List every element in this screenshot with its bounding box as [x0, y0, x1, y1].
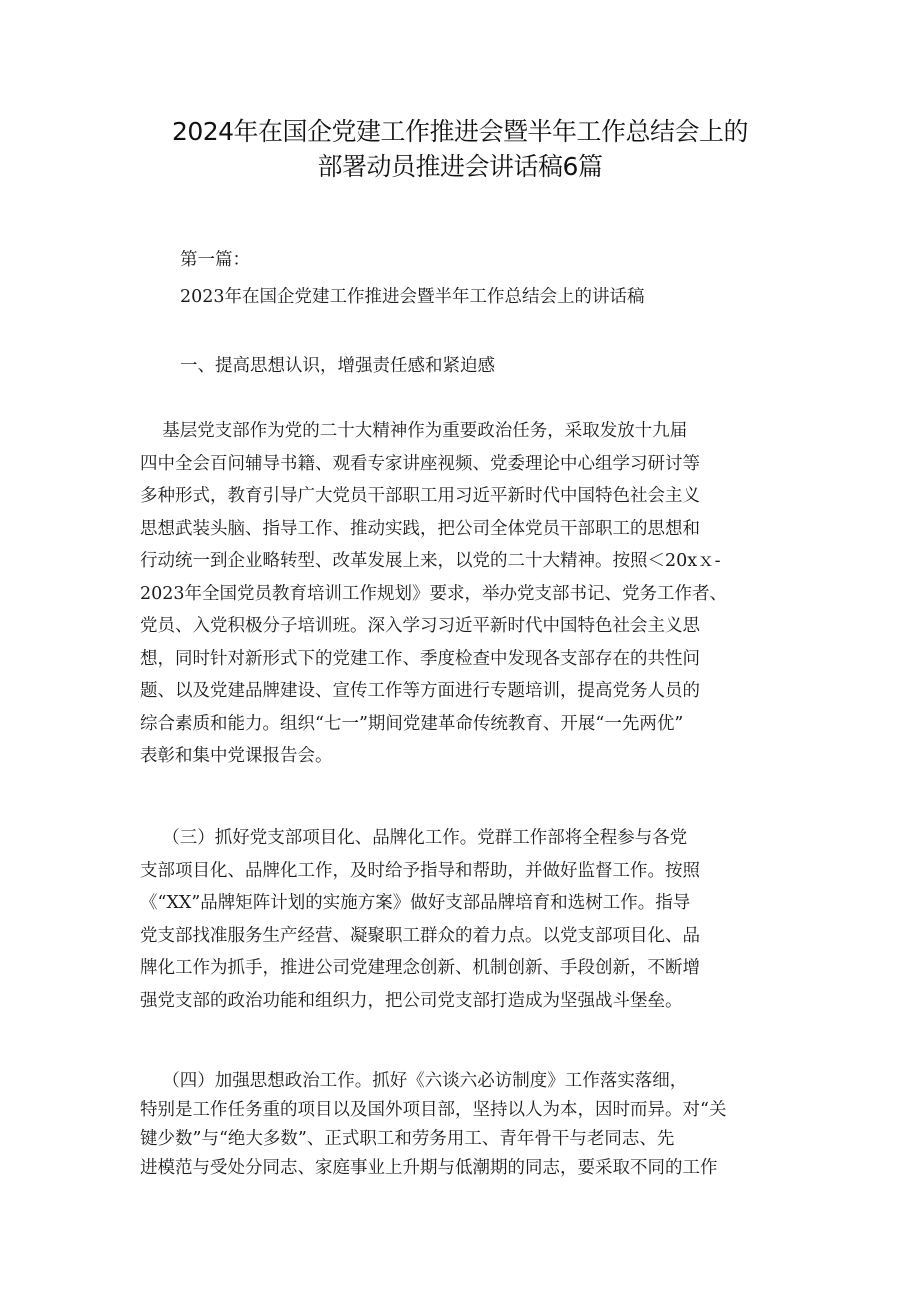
paragraph-line: 支部项目化、品牌化工作，及时给予指导和帮助，并做好监督工作。按照 — [140, 860, 700, 881]
paragraph-line: 想，同时针对新形式下的党建工作、季度检查中发现各支部存在的共性问 — [140, 648, 700, 669]
part-label: 第一篇： — [180, 250, 250, 270]
paragraph-line: 《“XX”品牌矩阵计划的实施方案》做好支部品牌培育和选树工作。指导 — [140, 893, 691, 913]
paragraph-line: 2023年全国党员教育培训工作规划》要求，举办党支部书记、党务工作者、 — [140, 583, 728, 604]
document-title-line-1: 2024年在国企党建工作推进会暨半年工作总结会上的 — [171, 117, 749, 146]
paragraph-line: 思想武装头脑、指导工作、推动实践，把公司全体党员干部职工的思想和 — [140, 518, 700, 539]
paragraph-line: 题、以及党建品牌建设、宣传工作等方面进行专题培训，提高党务人员的 — [140, 681, 700, 701]
paragraph-line: （三）抓好党支部项目化、品牌化工作。党群工作部将全程参与各党 — [140, 828, 688, 848]
paragraph-line: 行动统一到企业略转型、改革发展上来，以党的二十大精神。按照＜20xｘ- — [140, 551, 721, 571]
paragraph-line: 键少数”与“绝大多数”、正式职工和劳务用工、青年骨干与老同志、先 — [140, 1129, 675, 1149]
paragraph-line: 表彰和集中党课报告会。 — [140, 746, 333, 766]
paragraph-line: 特别是工作任务重的项目以及国外项目部，坚持以人为本，因时而异。对“关 — [140, 1100, 727, 1120]
section-heading: 一、提高思想认识，增强责任感和紧迫感 — [180, 356, 495, 376]
paragraph-line: 综合素质和能力。组织“七一”期间党建革命传统教育、开展“一先两优” — [140, 713, 684, 734]
paragraph-line: 多种形式，教育引导广大党员干部职工用习近平新时代中国特色社会主义 — [140, 486, 700, 506]
paragraph-2 — [140, 822, 790, 1017]
paragraph-line: 四中全会百问辅导书籍、观看专家讲座视频、党委理论中心组学习研讨等 — [140, 453, 700, 474]
paragraph-line: 强党支部的政治功能和组织力，把公司党支部打造成为坚强战斗堡垒。 — [140, 990, 683, 1011]
paragraph-1 — [140, 415, 790, 773]
paragraph-line: 牌化工作为抓手，推进公司党建理念创新、机制创新、手段创新，不断增 — [140, 958, 700, 978]
paragraph-line: 党员、入党积极分子培训班。深入学习习近平新时代中国特色社会主义思 — [140, 616, 700, 636]
paragraph-line: 党支部找准服务生产经营、凝聚职工群众的着力点。以党支部项目化、品 — [140, 925, 700, 946]
paragraph-3 — [140, 1067, 790, 1183]
paragraph-line: 基层党支部作为党的二十大精神作为重要政治任务，采取发放十九届 — [140, 421, 688, 441]
part-title: 2023年在国企党建工作推进会暨半年工作总结会上的讲话稿 — [180, 287, 645, 307]
paragraph-line: （四）加强思想政治工作。抓好《六谈六必访制度》工作落实落细， — [140, 1071, 688, 1091]
paragraph-line: 进模范与受处分同志、家庭事业上升期与低潮期的同志，要采取不同的工作 — [140, 1158, 718, 1178]
document-title-line-2: 部署动员推进会讲话稿6篇 — [317, 152, 603, 181]
